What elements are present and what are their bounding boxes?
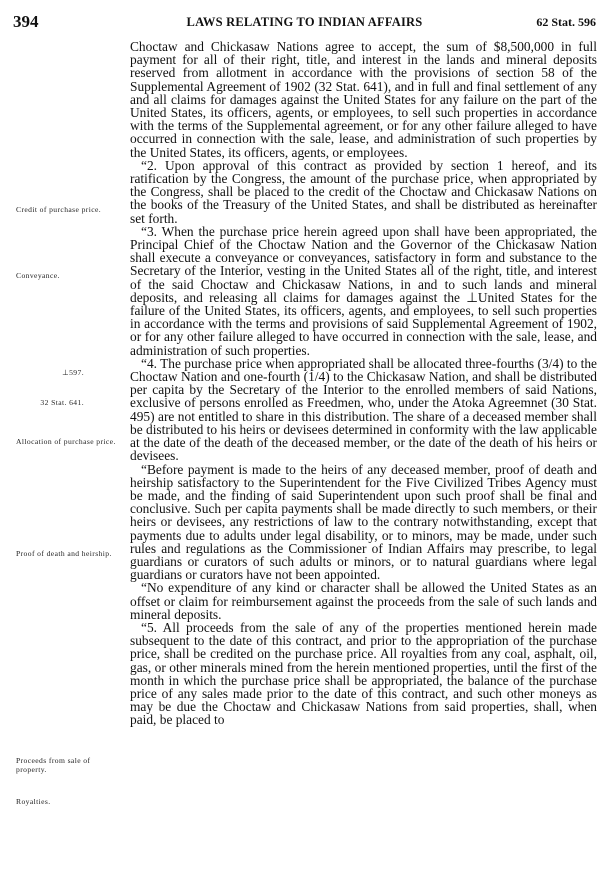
paragraph-section-4: “4. The purchase price when appropriated shall be allocated three-fourths (3/4) to the Choctaw Nation and one-fourth (1/4) to the Chickasaw Nation, and shall be distributed per capita by the Secretary of the Interior to the enrolled members of said Nations, exclusive of persons enrolled as Freedmen, who, under the Atoka Agreemnet (30 Stat. 495) are not entitled to share in this distribution. The share of a deceased member shall be distributed to his heirs or devisees determined in conformity with the law applicable at the date of the death of the deceased member, or the date of the death of his heirs or devisees. <box>130 355 597 464</box>
paragraph-continuation: Choctaw and Chickasaw Nations agree to accept, the sum of $8,500,000 in full payment for all of their right, title, and interest in the lands and mineral deposits reserved from allotment in accordance with the provisions of section 58 of the Supplemental Agreement of 1902 (32 Stat. 641), and in full and final settlement of any and all claims for damages against the United States for any failure on the part of the United States, its officers, agents, or employees, to sell such properties in accordance with the terms of the Supplemental agreement, or for any other failure alleged to have occurred in connection with the sale, lease, and administration of such properties by the United States, its officers, agents, or employees. <box>130 39 597 160</box>
paragraph-no-expenditure: “No expenditure of any kind or character shall be allowed the United States as an offset or claim for reimbursement against the proceeds from the sale of such lands and mineral deposits. <box>130 580 597 622</box>
margin-note-proceeds: Proceeds from sale of property. <box>16 756 91 774</box>
margin-note-stat-citation: 32 Stat. 641. <box>40 398 84 407</box>
margin-note-credit: Credit of purchase price. <box>16 205 102 214</box>
running-title: LAWS RELATING TO INDIAN AFFAIRS <box>186 15 423 29</box>
running-header <box>13 12 596 34</box>
margin-note-allocation: Allocation of purchase price. <box>16 437 116 446</box>
statute-reference: 62 Stat. 596 <box>536 15 596 29</box>
paragraph-section-2: “2. Upon approval of this contract as provided by section 1 hereof, and its ratification by the Congress, the amount of the purchase price, when appropriated by the Congress, shall be placed to the credit of the Choctaw and Chickasaw Nations on the books of the Treasury of the United States, and shall be distributed as hereinafter set forth. <box>130 157 597 226</box>
page-number: 394 <box>13 12 39 31</box>
paragraph-heirship: “Before payment is made to the heirs of any deceased member, proof of death and heirship satisfactory to the Superintendent for the Five Civilized Tribes Agency must be made, and the finding of said Superintendent upon such proof shall be final and conclusive. Such per capita payments shall be made directly to such members, or their heirs or devisees, any restrictions of law to the contrary notwithstanding, except that payments due to adults under legal disability, or to minors, may be made, under such rules and regulations as the Commissioner of Indian Affairs may prescribe, to legal guardians or curators of such adults or minors, or to natural guardians where legal guardians or curators have not been appointed. <box>130 461 597 583</box>
margin-note-page-break: ⊥597. <box>62 368 84 377</box>
margin-note-conveyance: Conveyance. <box>16 271 60 280</box>
paragraph-section-5: “5. All proceeds from the sale of any of the properties mentioned herein made subsequent to the date of this contract, and prior to the appropriation of the purchase price, shall be credited on the purchase price. All royalties from any coal, asphalt, oil, gas, or other minerals mined from the herein mentioned properties, until the first of the month in which the purchase price shall be appropriated, the balance of the purchase price of any sales made prior to the date of this contract, and such other moneys as may be due the Choctaw and Chickasaw Nations from said properties, shall, when paid, be placed to <box>130 619 597 728</box>
margin-note-proof-of-death: Proof of death and heirship. <box>16 549 112 558</box>
paragraph-section-3: “3. When the purchase price herein agreed upon shall have been appropriated, the Principal Chief of the Choctaw Nation and the Governor of the Chickasaw Nation shall execute a conveyance or conveyances, satisfactory in form and substance to the Secretary of the Interior, vesting in the United States all of the right, title, and interest of the said Choctaw and Chickasaw Nations, in and to such lands and mineral deposits, and releasing all claims for damages against the ⊥United States for the failure of the United States, its officers, agents, and employees, to sell such properties in accordance with the terms and provisions of said Supplemental Agreement of 1902, or for any other failure alleged to have occurred in connection with the sale, lease, and administration of such properties. <box>130 223 597 358</box>
statute-text <box>130 40 597 727</box>
margin-note-royalties: Royalties. <box>16 797 51 806</box>
